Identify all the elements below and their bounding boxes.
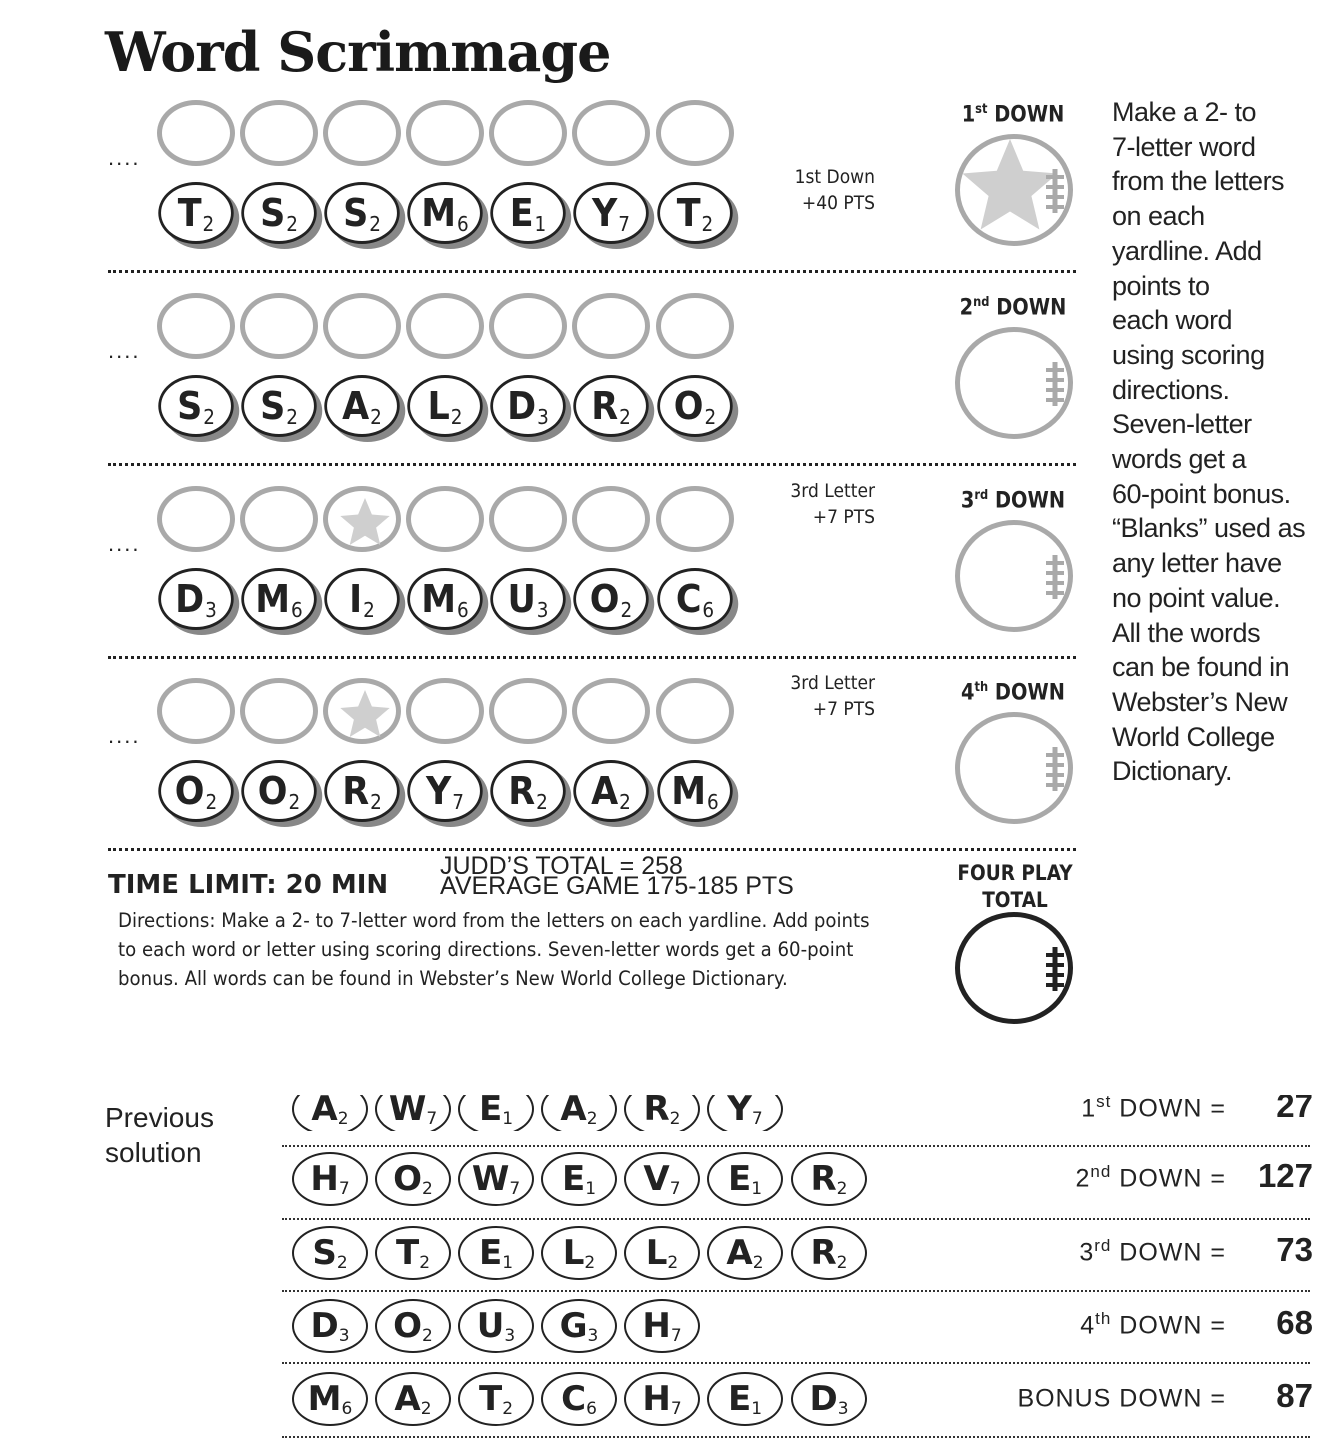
tile-letter: E — [727, 1159, 752, 1199]
tile-letter: C — [675, 577, 702, 621]
tile-points: 7 — [338, 1179, 350, 1199]
tile-letter: O — [393, 1306, 423, 1346]
tile-points: 2 — [502, 1399, 514, 1419]
tile-points: 2 — [202, 212, 215, 236]
judds-total: JUDD’S TOTAL = 258 — [440, 852, 683, 880]
tile-letter: D — [310, 1306, 339, 1346]
sidebar-line: can be found in — [1112, 652, 1290, 683]
down-number: 2 — [1075, 1164, 1091, 1193]
sidebar-line: directions. — [1112, 374, 1230, 405]
tile-points: 6 — [702, 598, 715, 622]
tile-points: 7 — [509, 1179, 521, 1199]
down-suffix: rd — [974, 488, 989, 503]
bonus-note-line-2: +7 PTS — [812, 506, 875, 528]
tile-points: 6 — [341, 1399, 353, 1419]
tile-letter: Y — [426, 769, 452, 813]
previous-letter-tile — [292, 1372, 368, 1426]
tile-letter: U — [507, 577, 536, 621]
tile-points: 6 — [457, 598, 469, 622]
tile-letter: Y — [727, 1095, 752, 1129]
sidebar-line: points to — [1112, 270, 1210, 301]
tile-letter: D — [809, 1379, 838, 1419]
tile-letter: R — [643, 1095, 670, 1129]
tile-letter: T — [177, 191, 202, 235]
tile-points: 2 — [620, 598, 633, 622]
bonus-note-line-2: +40 PTS — [801, 192, 875, 214]
tile-letter: W — [388, 1095, 427, 1129]
tile-letter: M — [421, 191, 457, 235]
tile-points: 2 — [536, 790, 548, 814]
tile-letter: R — [591, 384, 619, 428]
tile-letter: S — [343, 191, 369, 235]
sidebar-line: “Blanks” used as — [1112, 513, 1306, 544]
tile-letter: L — [562, 1233, 585, 1273]
previous-down-score: 68 — [1276, 1304, 1313, 1341]
tile-points: 2 — [752, 1253, 764, 1273]
tile-letter: S — [177, 384, 203, 428]
tile-letter: H — [642, 1306, 671, 1346]
tile-letter: C — [561, 1379, 587, 1419]
down-number: 1 — [1081, 1095, 1097, 1123]
tile-points: 2 — [286, 405, 298, 429]
sidebar-line: 7-letter word — [1112, 131, 1256, 162]
tile-letter: E — [478, 1233, 503, 1273]
tile-points: 6 — [457, 212, 469, 236]
tile-points: 2 — [701, 212, 714, 236]
tile-points: 2 — [203, 405, 215, 429]
tile-points: 2 — [836, 1179, 848, 1199]
previous-down-score: 27 — [1276, 1095, 1313, 1124]
down-word: DOWN — [994, 680, 1065, 706]
down-number: 3 — [960, 488, 975, 514]
sidebar-line: Make a 2- to — [1112, 97, 1257, 127]
row-marker: .... — [108, 531, 141, 556]
down-word: DOWN = — [1119, 1311, 1226, 1340]
tile-points: 2 — [288, 790, 301, 814]
tile-points: 7 — [751, 1109, 763, 1129]
tile-points: 2 — [419, 1253, 431, 1273]
tile-points: 3 — [504, 1326, 516, 1346]
tile-letter: O — [174, 769, 205, 813]
tile-letter: A — [560, 1095, 587, 1129]
down-suffix: st — [1096, 1095, 1112, 1111]
previous-down-score: 73 — [1276, 1231, 1313, 1268]
tile-letter: S — [260, 191, 286, 235]
down-number: 4 — [1080, 1311, 1096, 1340]
previous-letter-tile — [375, 1372, 451, 1426]
down-suffix: rd — [1094, 1236, 1112, 1255]
down-word: DOWN = — [1119, 1164, 1226, 1193]
down-suffix: nd — [973, 295, 990, 310]
sidebar-line: World College — [1112, 721, 1275, 752]
bonus-note-line-2: +7 PTS — [812, 698, 875, 720]
down-suffix: st — [975, 102, 988, 117]
tile-letter: T — [676, 191, 701, 235]
tile-points: 3 — [587, 1326, 599, 1346]
down-suffix: th — [1095, 1309, 1112, 1328]
tile-letter: V — [643, 1159, 670, 1199]
sidebar-line: All the words — [1112, 617, 1261, 648]
previous-label-line-1: Previous — [105, 1102, 214, 1133]
tile-letter: A — [726, 1233, 753, 1273]
previous-letter-tile — [541, 1372, 617, 1426]
previous-down-score: 87 — [1276, 1377, 1313, 1414]
sidebar-line: Webster’s New — [1112, 686, 1288, 717]
sidebar-line: 60-point bonus. — [1112, 478, 1291, 509]
tile-points: 2 — [836, 1253, 848, 1273]
tile-letter: M — [421, 577, 457, 621]
tile-points: 7 — [669, 1179, 681, 1199]
tile-points: 7 — [670, 1326, 682, 1346]
down-number: 1 — [961, 102, 976, 128]
tile-letter: O — [589, 577, 620, 621]
tile-letter: T — [395, 1233, 420, 1273]
tile-letter: S — [260, 384, 286, 428]
average-game: AVERAGE GAME 175-185 PTS — [440, 872, 794, 900]
tile-points: 1 — [534, 212, 547, 236]
tile-letter: G — [559, 1306, 588, 1346]
tile-letter: U — [476, 1306, 505, 1346]
tile-points: 7 — [426, 1109, 438, 1129]
tile-letter: E — [509, 191, 534, 235]
tile-points: 2 — [422, 1179, 433, 1199]
tile-letter: W — [471, 1159, 510, 1199]
previous-letter-tile — [791, 1372, 867, 1426]
sidebar-line: from the letters — [1112, 166, 1285, 197]
page-title: Word Scrimmage — [105, 20, 611, 84]
tile-letter: M — [255, 577, 291, 621]
tile-letter: A — [342, 384, 370, 428]
tile-letter: H — [642, 1379, 671, 1419]
tile-letter: H — [310, 1159, 339, 1199]
previous-down-score: 127 — [1257, 1157, 1313, 1194]
tile-points: 3 — [837, 1399, 849, 1419]
bonus-note-line-1: 1st Down — [794, 166, 875, 188]
tile-points: 2 — [286, 212, 298, 236]
tile-letter: E — [561, 1159, 586, 1199]
tile-points: 1 — [502, 1253, 514, 1273]
tile-letter: L — [645, 1233, 668, 1273]
tile-points: 2 — [619, 790, 631, 814]
tile-points: 1 — [585, 1179, 597, 1199]
down-number: 2 — [959, 295, 974, 321]
tile-points: 2 — [450, 405, 463, 429]
sidebar-line: Seven-letter — [1112, 409, 1252, 440]
tile-points: 6 — [586, 1399, 597, 1419]
sidebar-line: words get a — [1112, 444, 1247, 475]
tile-letter: M — [307, 1379, 342, 1419]
directions-text: Directions: Make a 2- to 7-letter word from the letters on each yardline. Add points to each word or letter using scoring directions. Seven-letter words get a 60-point bonus. All words can be found in Webster’s New World College Dictionary. — [118, 909, 870, 990]
sidebar-line: using scoring — [1112, 339, 1265, 370]
tile-points: 3 — [537, 405, 549, 429]
tile-points: 2 — [669, 1109, 681, 1129]
down-word: DOWN — [994, 102, 1065, 128]
tile-letter: A — [311, 1095, 338, 1129]
sidebar-line: Dictionary. — [1112, 756, 1233, 787]
tile-points: 2 — [337, 1109, 349, 1129]
tile-points: 3 — [536, 598, 549, 622]
down-word: DOWN = — [1119, 1095, 1226, 1123]
previous-letter-tile — [707, 1372, 783, 1426]
sidebar-line: each word — [1112, 305, 1233, 336]
previous-down-label — [1017, 1382, 1226, 1413]
four-play-total-line-2: TOTAL — [982, 888, 1048, 912]
tile-points: 7 — [452, 790, 464, 814]
tile-points: 2 — [420, 1399, 432, 1419]
tile-points: 2 — [369, 212, 381, 236]
tile-points: 6 — [291, 598, 303, 622]
previous-letter-tile — [458, 1372, 534, 1426]
down-word: DOWN — [994, 488, 1066, 514]
previous-letter-tile — [624, 1372, 700, 1426]
tile-letter: M — [671, 769, 707, 813]
tile-points: 2 — [422, 1326, 433, 1346]
tile-letter: Y — [592, 191, 618, 235]
tile-points: 2 — [584, 1253, 596, 1273]
previous-yardline — [282, 1436, 1310, 1438]
tile-points: 2 — [586, 1109, 598, 1129]
tile-points: 7 — [618, 212, 630, 236]
tile-letter: I — [349, 577, 363, 621]
tile-letter: R — [810, 1159, 837, 1199]
tile-letter: D — [507, 384, 537, 428]
down-number: 3 — [1079, 1238, 1095, 1267]
tile-letter: O — [257, 769, 288, 813]
tile-points: 7 — [670, 1399, 682, 1419]
tile-letter: A — [394, 1379, 421, 1419]
tile-points: 2 — [363, 598, 375, 622]
previous-label-line-2: solution — [105, 1137, 202, 1168]
tile-points: 2 — [667, 1253, 679, 1273]
time-limit: TIME LIMIT: 20 MIN — [108, 870, 389, 900]
down-suffix: nd — [1090, 1162, 1112, 1181]
row-marker: .... — [108, 145, 141, 170]
tile-points: 1 — [751, 1399, 763, 1419]
down-word: DOWN = — [1119, 1384, 1226, 1413]
tile-letter: D — [175, 577, 205, 621]
tile-letter: L — [427, 384, 450, 428]
tile-letter: R — [810, 1233, 837, 1273]
tile-letter: T — [478, 1379, 503, 1419]
tile-letter: S — [312, 1233, 337, 1273]
row-marker: .... — [108, 338, 141, 363]
four-play-total-line-1: FOUR PLAY — [957, 861, 1073, 885]
tile-points: 2 — [205, 790, 218, 814]
tile-letter: O — [673, 384, 704, 428]
row-marker: .... — [108, 723, 141, 748]
tile-letter: E — [727, 1379, 752, 1419]
tile-points: 1 — [502, 1109, 514, 1129]
bonus-note-line-1: 3rd Letter — [790, 480, 875, 502]
tile-points: 2 — [704, 405, 717, 429]
tile-letter: A — [591, 769, 619, 813]
tile-points: 2 — [370, 405, 382, 429]
tile-points: 2 — [370, 790, 382, 814]
tile-letter: O — [393, 1159, 423, 1199]
bonus-note-line-1: 3rd Letter — [790, 672, 875, 694]
tile-points: 1 — [751, 1179, 763, 1199]
down-suffix: th — [974, 680, 989, 695]
sidebar-line: yardline. Add — [1112, 235, 1262, 266]
tile-points: 3 — [205, 598, 217, 622]
down-word: DOWN — [996, 295, 1067, 321]
down-word: DOWN = — [1119, 1238, 1226, 1267]
sidebar-line: no point value. — [1112, 582, 1281, 613]
tile-letter: R — [342, 769, 370, 813]
tile-points: 3 — [338, 1326, 350, 1346]
tile-letter: E — [478, 1095, 503, 1129]
sidebar-line: on each — [1112, 201, 1205, 232]
down-number: BONUS — [1017, 1384, 1112, 1413]
tile-letter: R — [508, 769, 536, 813]
down-number: 4 — [961, 680, 975, 706]
tile-points: 6 — [707, 790, 719, 814]
tile-points: 2 — [619, 405, 631, 429]
tile-points: 2 — [336, 1253, 348, 1273]
sidebar-line: any letter have — [1112, 548, 1282, 579]
